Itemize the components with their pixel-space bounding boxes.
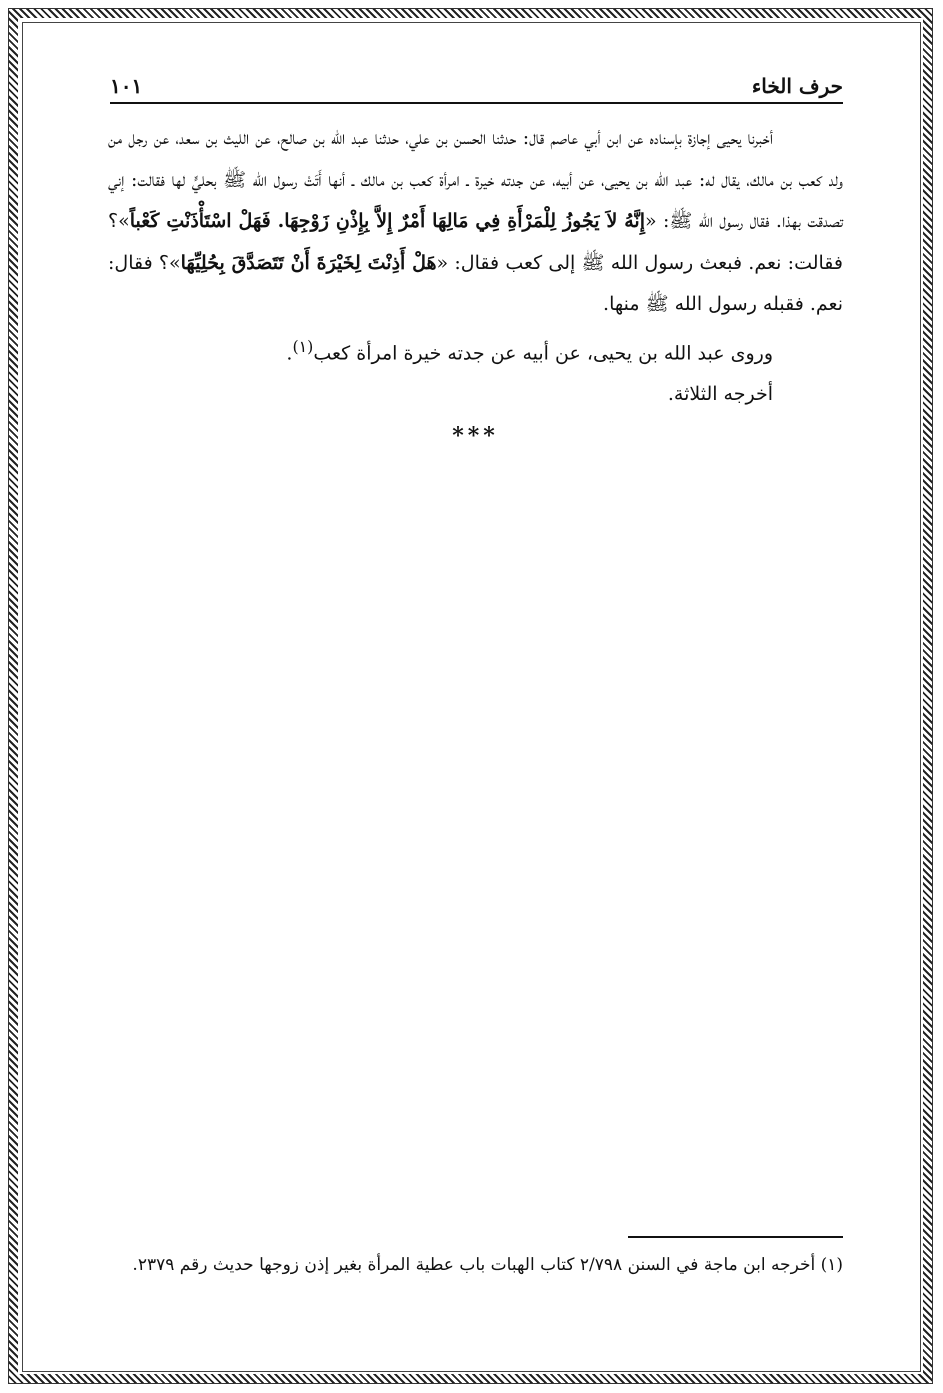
section-separator: *** [452, 422, 499, 449]
footnote: (١) أخرجه ابن ماجة في السنن ٢/٧٩٨ كتاب الهبات باب عطية المرأة بغير إذن زوجها حديث رقم ٢٣٧٩. [132, 1255, 843, 1275]
running-title: حرف الخاء [751, 74, 843, 98]
paragraph-narration [108, 118, 843, 326]
riwaya-end: . [286, 341, 293, 364]
narration-text-2: »؟ فقالت: نعم. فبعث رسول الله ﷺ إلى كعب فقال: « [108, 210, 844, 274]
hadith-quote-1: إِنَّهُ لاَ يَجُوزُ لِلْمَرْأَةِ فِي مَالِهَا أَمْرٌ إِلاَّ بِإِذْنِ زَوْجِهَا. فَهَلْ اسْتَأْذَنْتِ كَعْباً [129, 210, 645, 232]
hadith-quote-2: هَلْ أَذِنْتَ لِخَيْرَةَ أَنْ تَتَصَدَّقَ بِحُلِيِّهَا [180, 251, 437, 274]
page-number: ١٠١ [110, 74, 143, 98]
riwaya-text: وروى عبد الله بن يحيى، عن أبيه عن جدته خيرة امرأة كعب [313, 341, 773, 364]
footnote-divider [628, 1236, 843, 1238]
page-header [110, 68, 843, 104]
paragraph-riwaya [108, 326, 843, 375]
paragraph-takhrij: أخرجه الثلاثة. [667, 383, 773, 406]
narration-text-1: أخبرنا يحيى إجازة بإسناده عن ابن أبي عاصم قال: حدثنا الحسن بن علي، حدثنا عبد الله بن صالح، عن الليث بن سعد، عن رجل من ولد كعب بن مالك، يقال له: عبد الله بن يحيى، عن أبيه، عن جدته خيرة ـ امرأة كعب بن مالك ـ أنها أَتَتْ رسول الله ﷺ بحليٍّ لها فقالت: إني تصدقت بهذا. فقال رسول الله ﷺ: « [108, 127, 843, 232]
footnote-marker: (١) [292, 336, 314, 356]
main-text [108, 118, 843, 457]
narration-text-3: »؟ فقال: نعم. فقبله رسول الله ﷺ منها. [108, 251, 843, 315]
